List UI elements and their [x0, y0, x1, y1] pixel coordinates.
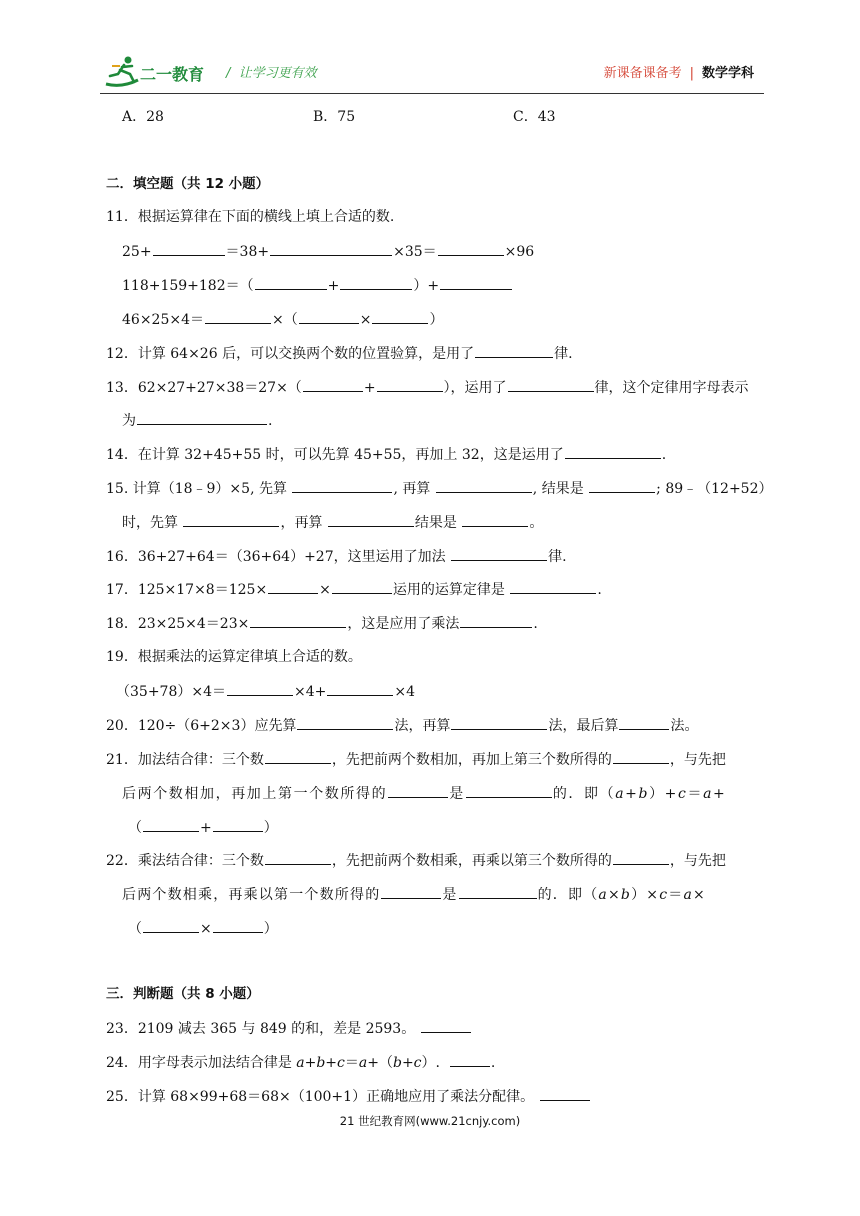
- section-title-judgement: 三．判断题（共 8 小题）: [106, 986, 260, 1002]
- q14: 14．在计算 32+45+55 时，可以先算 45+55，再加上 32，这是运用了 .: [106, 444, 666, 465]
- logo-text: 二一教育: [140, 65, 205, 84]
- q16: 16．36+27+64＝（36+64）+27，这里运用了加法 律.: [106, 546, 567, 567]
- q23: 23．2109 减去 365 与 849 的和，差是 2593。: [106, 1018, 472, 1039]
- slogan: / 让学习更有效: [226, 66, 317, 81]
- header-divider: [100, 93, 764, 94]
- q15-line2: 时，先算 ，再算 结果是 。: [122, 512, 543, 533]
- q21-line3: （ + ）: [128, 817, 278, 838]
- choice-c: C．43: [513, 109, 556, 125]
- header-subject: [604, 62, 754, 81]
- section-title-fill-blank: 二．填空题（共 12 小题）: [106, 176, 270, 192]
- q12: 12．计算 64×26 后，可以交换两个数的位置验算，是用了 律.: [106, 343, 573, 364]
- choice-b: B．75: [313, 109, 356, 125]
- q18: 18．23×25×4＝23× ，这是应用了乘法 .: [106, 613, 538, 634]
- q21-line1: 21．加法结合律：三个数 ，先把前两个数相加，再加上第三个数所得的 ，与先把: [106, 749, 726, 770]
- q22-line2: 后两个数相乘，再乘以第一个数所得的 是 的．即（a×b）×c＝a×: [122, 884, 706, 905]
- page-footer: 21 世纪教育网(www.21cnjy.com): [339, 1114, 521, 1128]
- choice-a: A．28: [122, 109, 164, 125]
- q13-line1: 13．62×27+27×38＝27×（ + ），运用了 律，这个定律用字母表示: [106, 377, 749, 398]
- q11-line3: 46×25×4＝ ×（ × ）: [122, 309, 443, 330]
- q19-text: 19．根据乘法的运算定律填上合适的数。: [106, 649, 362, 665]
- q21-line2: 后两个数相加，再加上第一个数所得的 是 的．即（a+b）+c＝a+: [122, 783, 726, 804]
- q20: 20．120÷（6+2×3）应先算 法，再算 法，最后算 法。: [106, 715, 698, 736]
- header-separator: |: [689, 66, 694, 81]
- q11-line2: 118+159+182＝（ + ）+: [122, 275, 513, 296]
- q15-line1: 15. 计算（18﹣9）×5, 先算 , 再算 , 结果是 ; 89﹣（12+52）: [106, 478, 773, 499]
- q24: 24．用字母表示加法结合律是 a+b+c＝a+（b+c）. .: [106, 1052, 495, 1073]
- q13-line2: 为 .: [122, 410, 272, 431]
- q19-formula: （35+78）×4＝ ×4+ ×4: [116, 681, 415, 702]
- q22-line1: 22．乘法结合律：三个数 ，先把前两个数相乘，再乘以第三个数所得的 ，与先把: [106, 850, 726, 871]
- page-header: [0, 0, 860, 100]
- q25: 25．计算 68×99+68＝68×（100+1）正确地应用了乘法分配律。: [106, 1086, 591, 1107]
- header-subject-name: 数学学科: [701, 66, 754, 81]
- q22-line3: （ × ）: [128, 918, 278, 939]
- header-course: 新课备课备考: [603, 66, 682, 81]
- q11-line1: 25+ ＝38+ ×35＝ ×96: [122, 241, 534, 262]
- q11-text: 11．根据运算律在下面的横线上填上合适的数.: [106, 209, 395, 225]
- q17: 17．125×17×8＝125× × 运用的运算定律是 .: [106, 579, 602, 600]
